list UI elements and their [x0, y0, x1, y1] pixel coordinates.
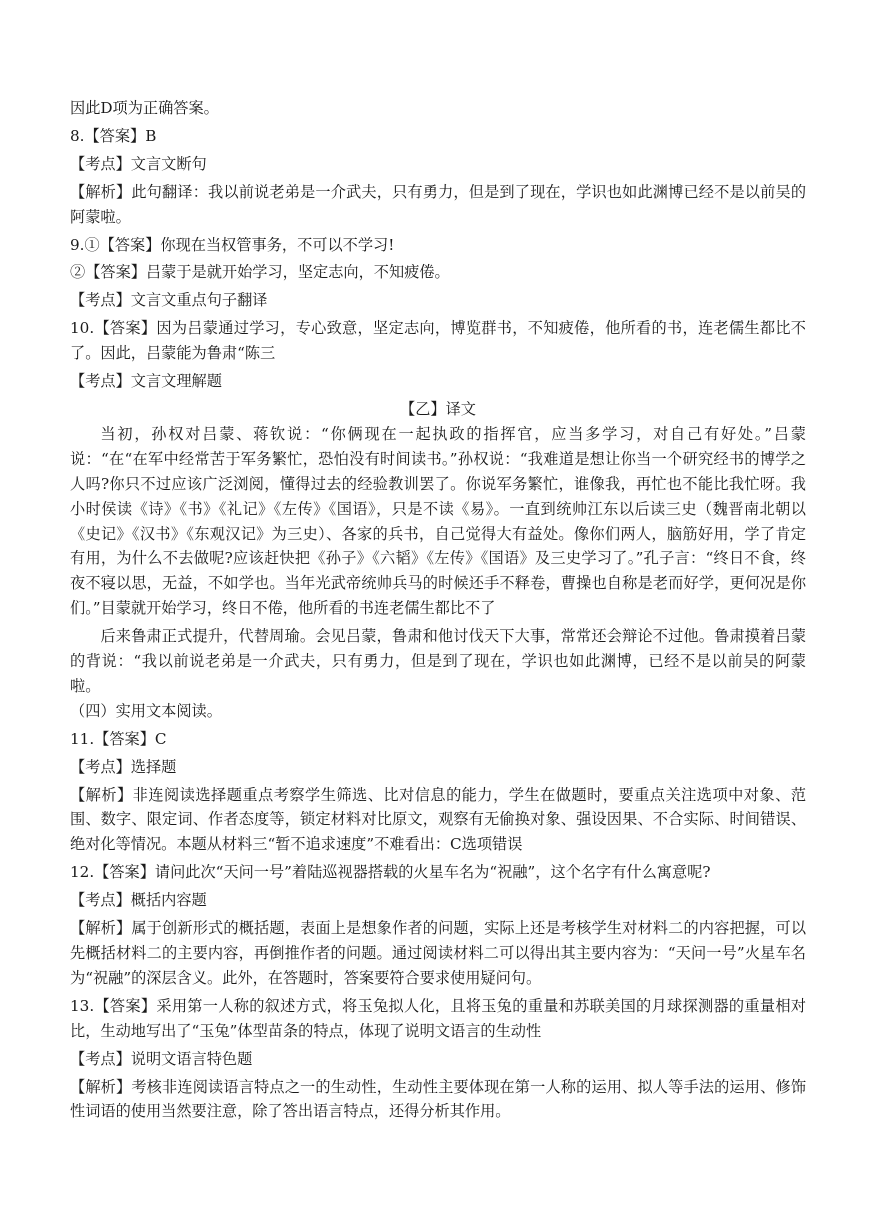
- q8-analysis: 【解析】此句翻译：我以前说老弟是一介武夫，只有勇力，但是到了现在，学识也如此渊博已经不是以前吴的阿蒙啦。: [70, 182, 806, 226]
- q11-analysis: 【解析】非连阅读选择题重点考察学生筛选、比对信息的能力，学生在做题时，要重点关注选项中对象、范围、数字、限定词、作者态度等，锁定材料对比原文，观察有无偷换对象、强设因果、不合实际、时间错误、绝对化等情况。本题从材料三“暂不追求速度”不难看出：C选项错误: [70, 785, 806, 854]
- q8-point: 【考点】文言文断句: [70, 154, 207, 173]
- q13-answer: 13.【答案】采用第一人称的叙述方式，将玉兔拟人化，且将玉兔的重量和苏联美国的月球探测器的重量相对比，生动地写出了“玉兔”体型苗条的特点，体现了说明文语言的生动性: [70, 996, 806, 1040]
- q11-answer: 11.【答案】C: [70, 729, 167, 748]
- q12-analysis: 【解析】属于创新形式的概括题，表面上是想象作者的问题，实际上还是考核学生对材料二的内容把握，可以先概括材料二的主要内容，再倒推作者的问题。通过阅读材料二可以得出其主要内容为：“天问一号”火星车名为“祝融”的深层含义。此外，在答题时，答案要符合要求使用疑问句。: [70, 919, 806, 987]
- q12-answer: 12.【答案】请问此次“天问一号”着陆巡视器搭载的火星车名为“祝融”，这个名字有什么寓意呢?: [70, 863, 711, 882]
- section-4-heading: （四）实用文本阅读。: [70, 701, 222, 720]
- translation-paragraph-1: 当初，孙权对吕蒙、蒋钦说：“你俩现在一起执政的指挥官，应当多学习，对自己有好处。”吕蒙说：“在“在军中经常苦于军务繁忙，恐怕没有时间读书。”孙权说：“我难道是想让你当一个研究经书的博学之人吗?你只不过应该广泛浏阅，懂得过去的经验教训罢了。你说军务繁忙，谁像我，再忙也不能比我忙呀。我小时侯读《诗》《书》《礼记》《左传》《国语》，只是不读《易》。一直到统帅江东以后读三史（魏晋南北朝以《史记》《汉书》《东观汉记》为三史）、各家的兵书，自己觉得大有益处。像你们两人，脑筋好用，学了肯定有用，为什么不去做呢?应该赶快把《孙子》《六韬》《左传》《国语》及三史学习了。”孔子言：“终日不食，终夜不寝以思，无益，不如学也。当年光武帝统帅兵马的时候还手不释卷，曹操也自称是老而好学，更何况是你们。”目蒙就开始学习，终日不倦，他所看的书连老儒生都比不了: [70, 424, 806, 618]
- intro-text: 因此D项为正确答案。: [70, 99, 219, 117]
- q9-point: 【考点】文言文重点句子翻译: [70, 291, 268, 310]
- translation-paragraph-2: 后来鲁肃正式提升，代替周瑜。会见吕蒙，鲁肃和他讨伐天下大事，常常还会辩论不过他。鲁肃摸着吕蒙的背说：“我以前说老弟是一介武夫，只有勇力，但是到了现在，学识也如此渊博，已经不是以前吴的阿蒙啦。: [70, 627, 806, 695]
- translation-title: 【乙】译文: [400, 399, 476, 418]
- document-page: [70, 96, 806, 1124]
- q10-answer: 10.【答案】因为吕蒙通过学习，专心致意，坚定志向，博览群书，不知疲倦，他所看的书，连老儒生都比不了。因此，吕蒙能为鲁肃“陈三: [70, 319, 806, 363]
- q13-point: 【考点】说明文语言特色题: [70, 1049, 253, 1068]
- q10-point: 【考点】文言文理解题: [70, 372, 222, 391]
- q9-answer-1: 9.①【答案】你现在当权管事务，不可以不学习!: [70, 235, 395, 254]
- q11-point: 【考点】选择题: [70, 757, 177, 776]
- q8-answer: 8.【答案】B: [70, 126, 157, 145]
- q12-point: 【考点】概括内容题: [70, 891, 207, 910]
- q13-analysis: 【解析】考核非连阅读语言特点之一的生动性，生动性主要体现在第一人称的运用、拟人等手法的运用、修饰性词语的使用当然要注意，除了答出语言特点，还得分析其作用。: [70, 1077, 806, 1121]
- q9-answer-2: ②【答案】吕蒙于是就开始学习，坚定志向，不知疲倦。: [70, 263, 450, 282]
